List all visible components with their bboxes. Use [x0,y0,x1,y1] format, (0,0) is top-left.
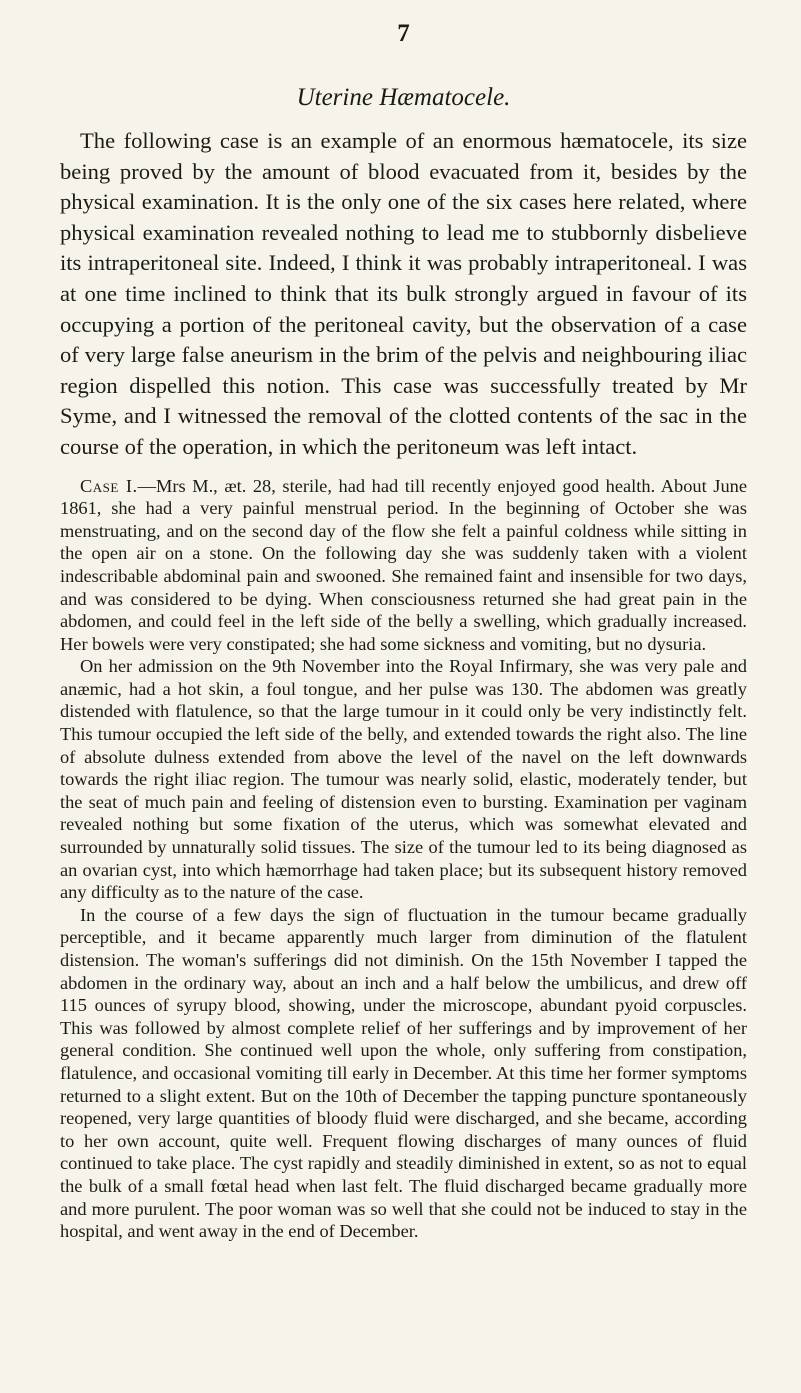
section-title: Uterine Hæmatocele. [296,84,511,111]
case-label: Case I. [80,475,138,496]
page-number: 7 [397,20,410,47]
case-paragraph-3: In the course of a few days the sign of fluctuation in the tumour became gradually perceptible, and it became apparently much larger from diminution of the flatulent distension. The woman's sufferings did not diminish. On the 15th November I tapped the abdomen in the ordinary way, about an inch and a half below the umbilicus, and drew off 115 ounces of syrupy blood, showing, under the microscope, abundant pyoid corpuscles. This was followed by almost complete relief of her sufferings and by improvement of her general condition. She continued well upon the whole, only suffering from constipation, flatulence, and occasional vomiting till early in December. At this time her former symptoms returned to a slight extent. But on the 10th of December the tapping puncture spontaneously reopened, very large quantities of bloody fluid were discharged, and she became, according to her own account, quite well. Frequent flowing discharges of many ounces of fluid continued to take place. The cyst rapidly and steadily diminished in extent, so as not to equal the bulk of a small fœtal head when last felt. The fluid discharged became gradually more and more purulent. The poor woman was so well that she could not be induced to stay in the hospital, and went away in the end of December. [60,904,747,1242]
intro-paragraph: The following case is an example of an enormous hæmatocele, its size being proved by the amount of blood evacuated from it, besides by the physical examination. It is the only one of the six cases here related, where physical examination revealed nothing to lead me to stubbornly disbelieve its intraperitoneal site. Indeed, I think it was probably intraperitoneal. I was at one time inclined to think that its bulk strongly argued in favour of its occupying a portion of the peritoneal cavity, but the observation of a case of very large false aneurism in the brim of the pelvis and neighbouring iliac region dispelled this notion. This case was successfully treated by Mr Syme, and I witnessed the removal of the clotted contents of the sac in the course of the operation, in which the peritoneum was left intact. [60,128,747,459]
case-paragraph-1-text: —Mrs M., æt. 28, sterile, had had till recently enjoyed good health. About June 1861, she had a very painful menstrual period. In the beginning of October she was menstruating, and on the second day of the flow she felt a painful coldness while sitting in the open air on a stone. On the following day she was suddenly taken with a violent indescribable abdominal pain and swooned. She remained faint and insensible for two days, and was considered to be dying. When consciousness returned she had great pain in the abdomen, and could feel in the left side of the belly a swelling, which gradually increased. Her bowels were very constipated; she had some sickness and vomiting, but no dysuria. [60,475,747,654]
case-paragraph-1 [60,475,747,656]
case-paragraph-2: On her admission on the 9th November into the Royal Infirmary, she was very pale and anæmic, had a hot skin, a foul tongue, and her pulse was 130. The abdomen was greatly distended with flatulence, so that the large tumour in it could only be very indistinctly felt. This tumour occupied the left side of the belly, and extended towards the right also. The line of absolute dulness extended from above the level of the navel on the left downwards towards the right iliac region. The tumour was nearly solid, elastic, moderately tender, but the seat of much pain and feeling of distension even to bursting. Examination per vaginam revealed nothing but some fixation of the uterus, which was somewhat elevated and surrounded by unnaturally solid tissues. The size of the tumour led to its being diagnosed as an ovarian cyst, into which hæmorrhage had taken place; but its subsequent history removed any difficulty as to the nature of the case. [60,656,747,903]
